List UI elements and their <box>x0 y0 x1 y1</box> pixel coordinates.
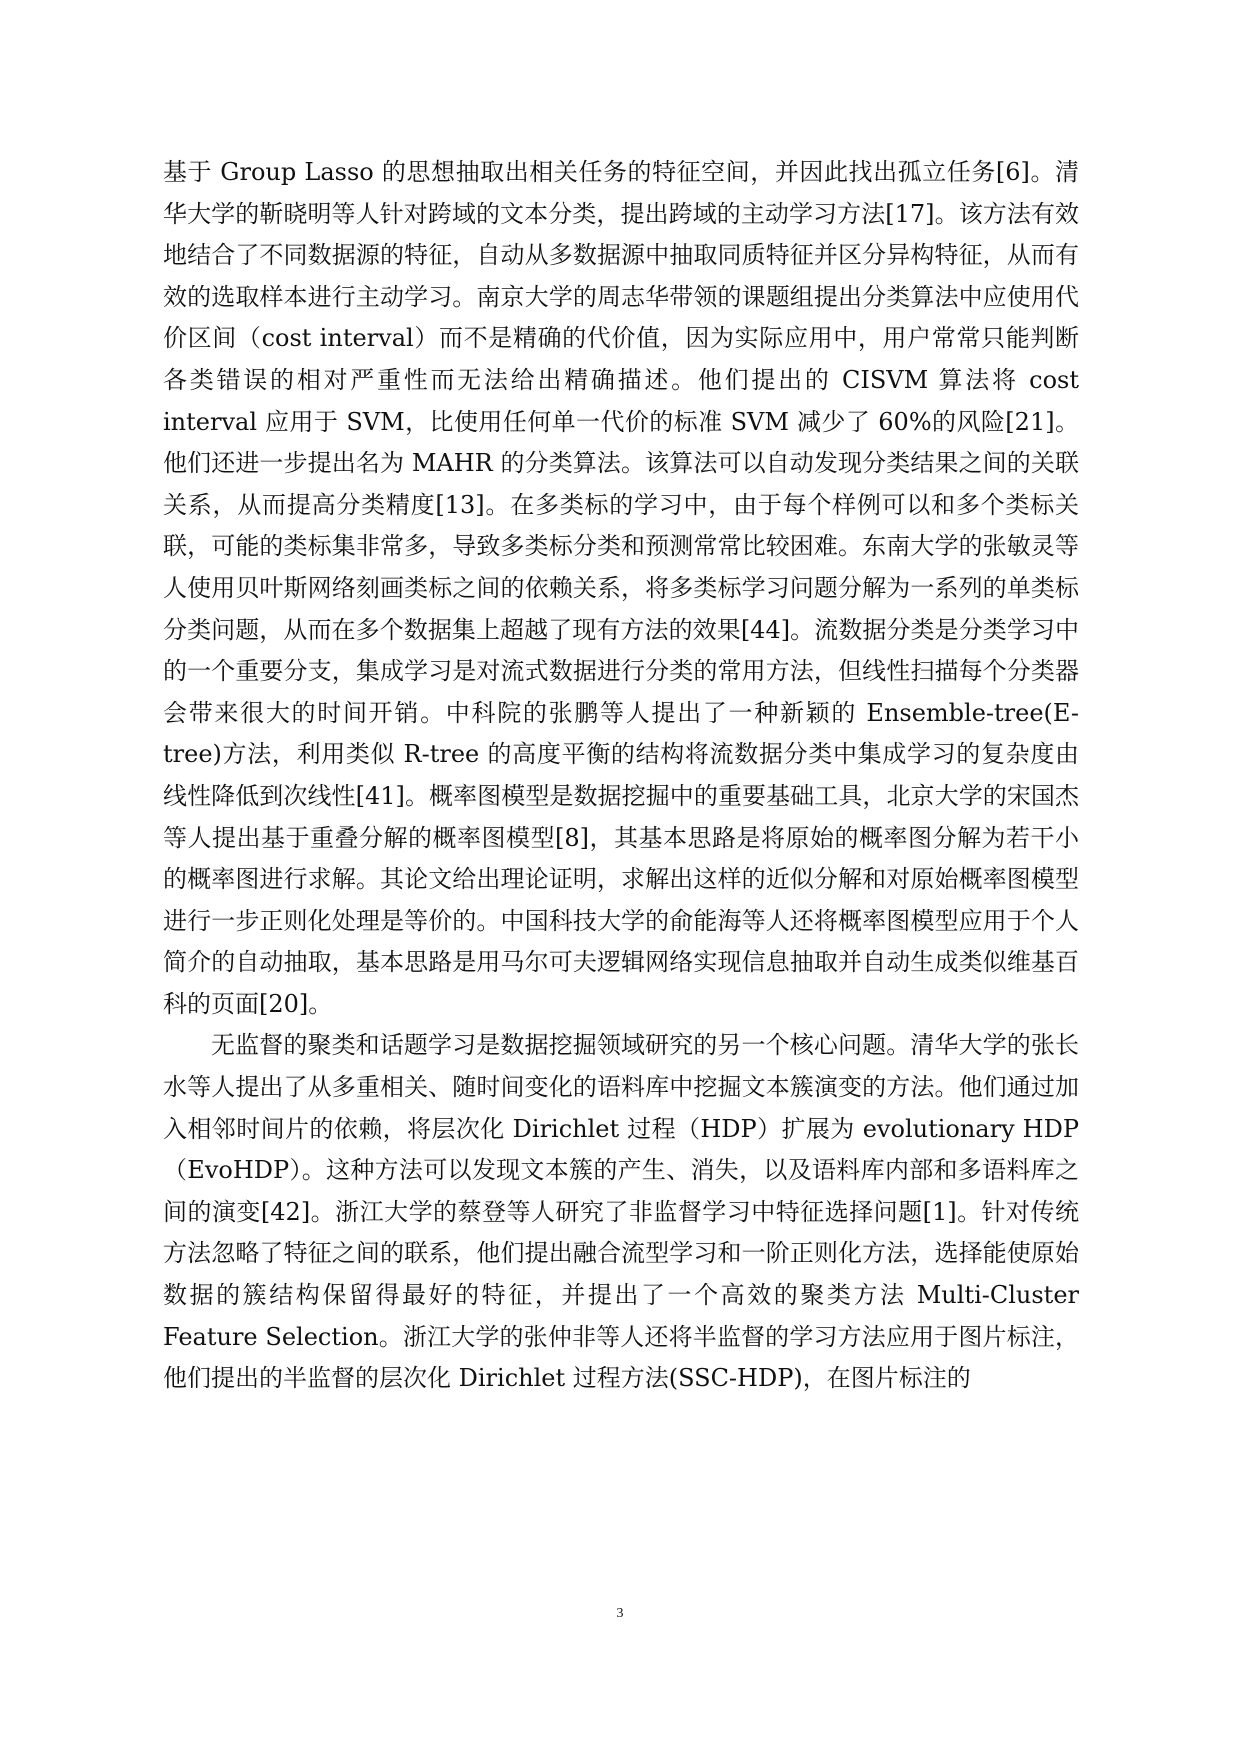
body-text <box>163 152 1079 1400</box>
paragraph-unsupervised-clustering: 无监督的聚类和话题学习是数据挖掘领域研究的另一个核心问题。清华大学的张长水等人提出了从多重相关、随时间变化的语料库中挖掘文本簇演变的方法。他们通过加入相邻时间片的依赖，将层次化 Dirichlet 过程（HDP）扩展为 evolutionary HDP（EvoHDP）。这种方法可以发现文本簇的产生、消失，以及语料库内部和多语料库之间的演变[42]。浙江大学的蔡登等人研究了非监督学习中特征选择问题[1]。针对传统方法忽略了特征之间的联系，他们提出融合流型学习和一阶正则化方法，选择能使原始数据的簇结构保留得最好的特征，并提出了一个高效的聚类方法 Multi-Cluster Feature Selection。浙江大学的张仲非等人还将半监督的学习方法应用于图片标注，他们提出的半监督的层次化 Dirichlet 过程方法(SSC-HDP)，在图片标注的 <box>163 1031 1079 1393</box>
paragraph-classification-methods: 基于 Group Lasso 的思想抽取出相关任务的特征空间，并因此找出孤立任务[6]。清华大学的靳晓明等人针对跨域的文本分类，提出跨域的主动学习方法[17]。该方法有效地结合了不同数据源的特征，自动从多数据源中抽取同质特征并区分异构特征，从而有效的选取样本进行主动学习。南京大学的周志华带领的课题组提出分类算法中应使用代价区间（cost interval）而不是精确的代价值，因为实际应用中，用户常常只能判断各类错误的相对严重性而无法给出精确描述。他们提出的 CISVM 算法将 cost interval 应用于 SVM，比使用任何单一代价的标准 SVM 减少了 60%的风险[21]。他们还进一步提出名为 MAHR 的分类算法。该算法可以自动发现分类结果之间的关联关系，从而提高分类精度[13]。在多类标的学习中，由于每个样例可以和多个类标关联，可能的类标集非常多，导致多类标分类和预测常常比较困难。东南大学的张敏灵等人使用贝叶斯网络刻画类标之间的依赖关系，将多类标学习问题分解为一系列的单类标分类问题，从而在多个数据集上超越了现有方法的效果[44]。流数据分类是分类学习中的一个重要分支，集成学习是对流式数据进行分类的常用方法，但线性扫描每个分类器会带来很大的时间开销。中科院的张鹏等人提出了一种新颖的 Ensemble-tree(E-tree)方法，利用类似 R-tree 的高度平衡的结构将流数据分类中集成学习的复杂度由线性降低到次线性[41]。概率图模型是数据挖掘中的重要基础工具，北京大学的宋国杰等人提出基于重叠分解的概率图模型[8]，其基本思路是将原始的概率图分解为若干小的概率图进行求解。其论文给出理论证明，求解出这样的近似分解和对原始概率图模型进行一步正则化处理是等价的。中国科技大学的俞能海等人还将概率图模型应用于个人简介的自动抽取，基本思路是用马尔可夫逻辑网络实现信息抽取并自动生成类似维基百科的页面[20]。 <box>163 158 1079 1018</box>
page-number: 3 <box>616 1606 624 1621</box>
